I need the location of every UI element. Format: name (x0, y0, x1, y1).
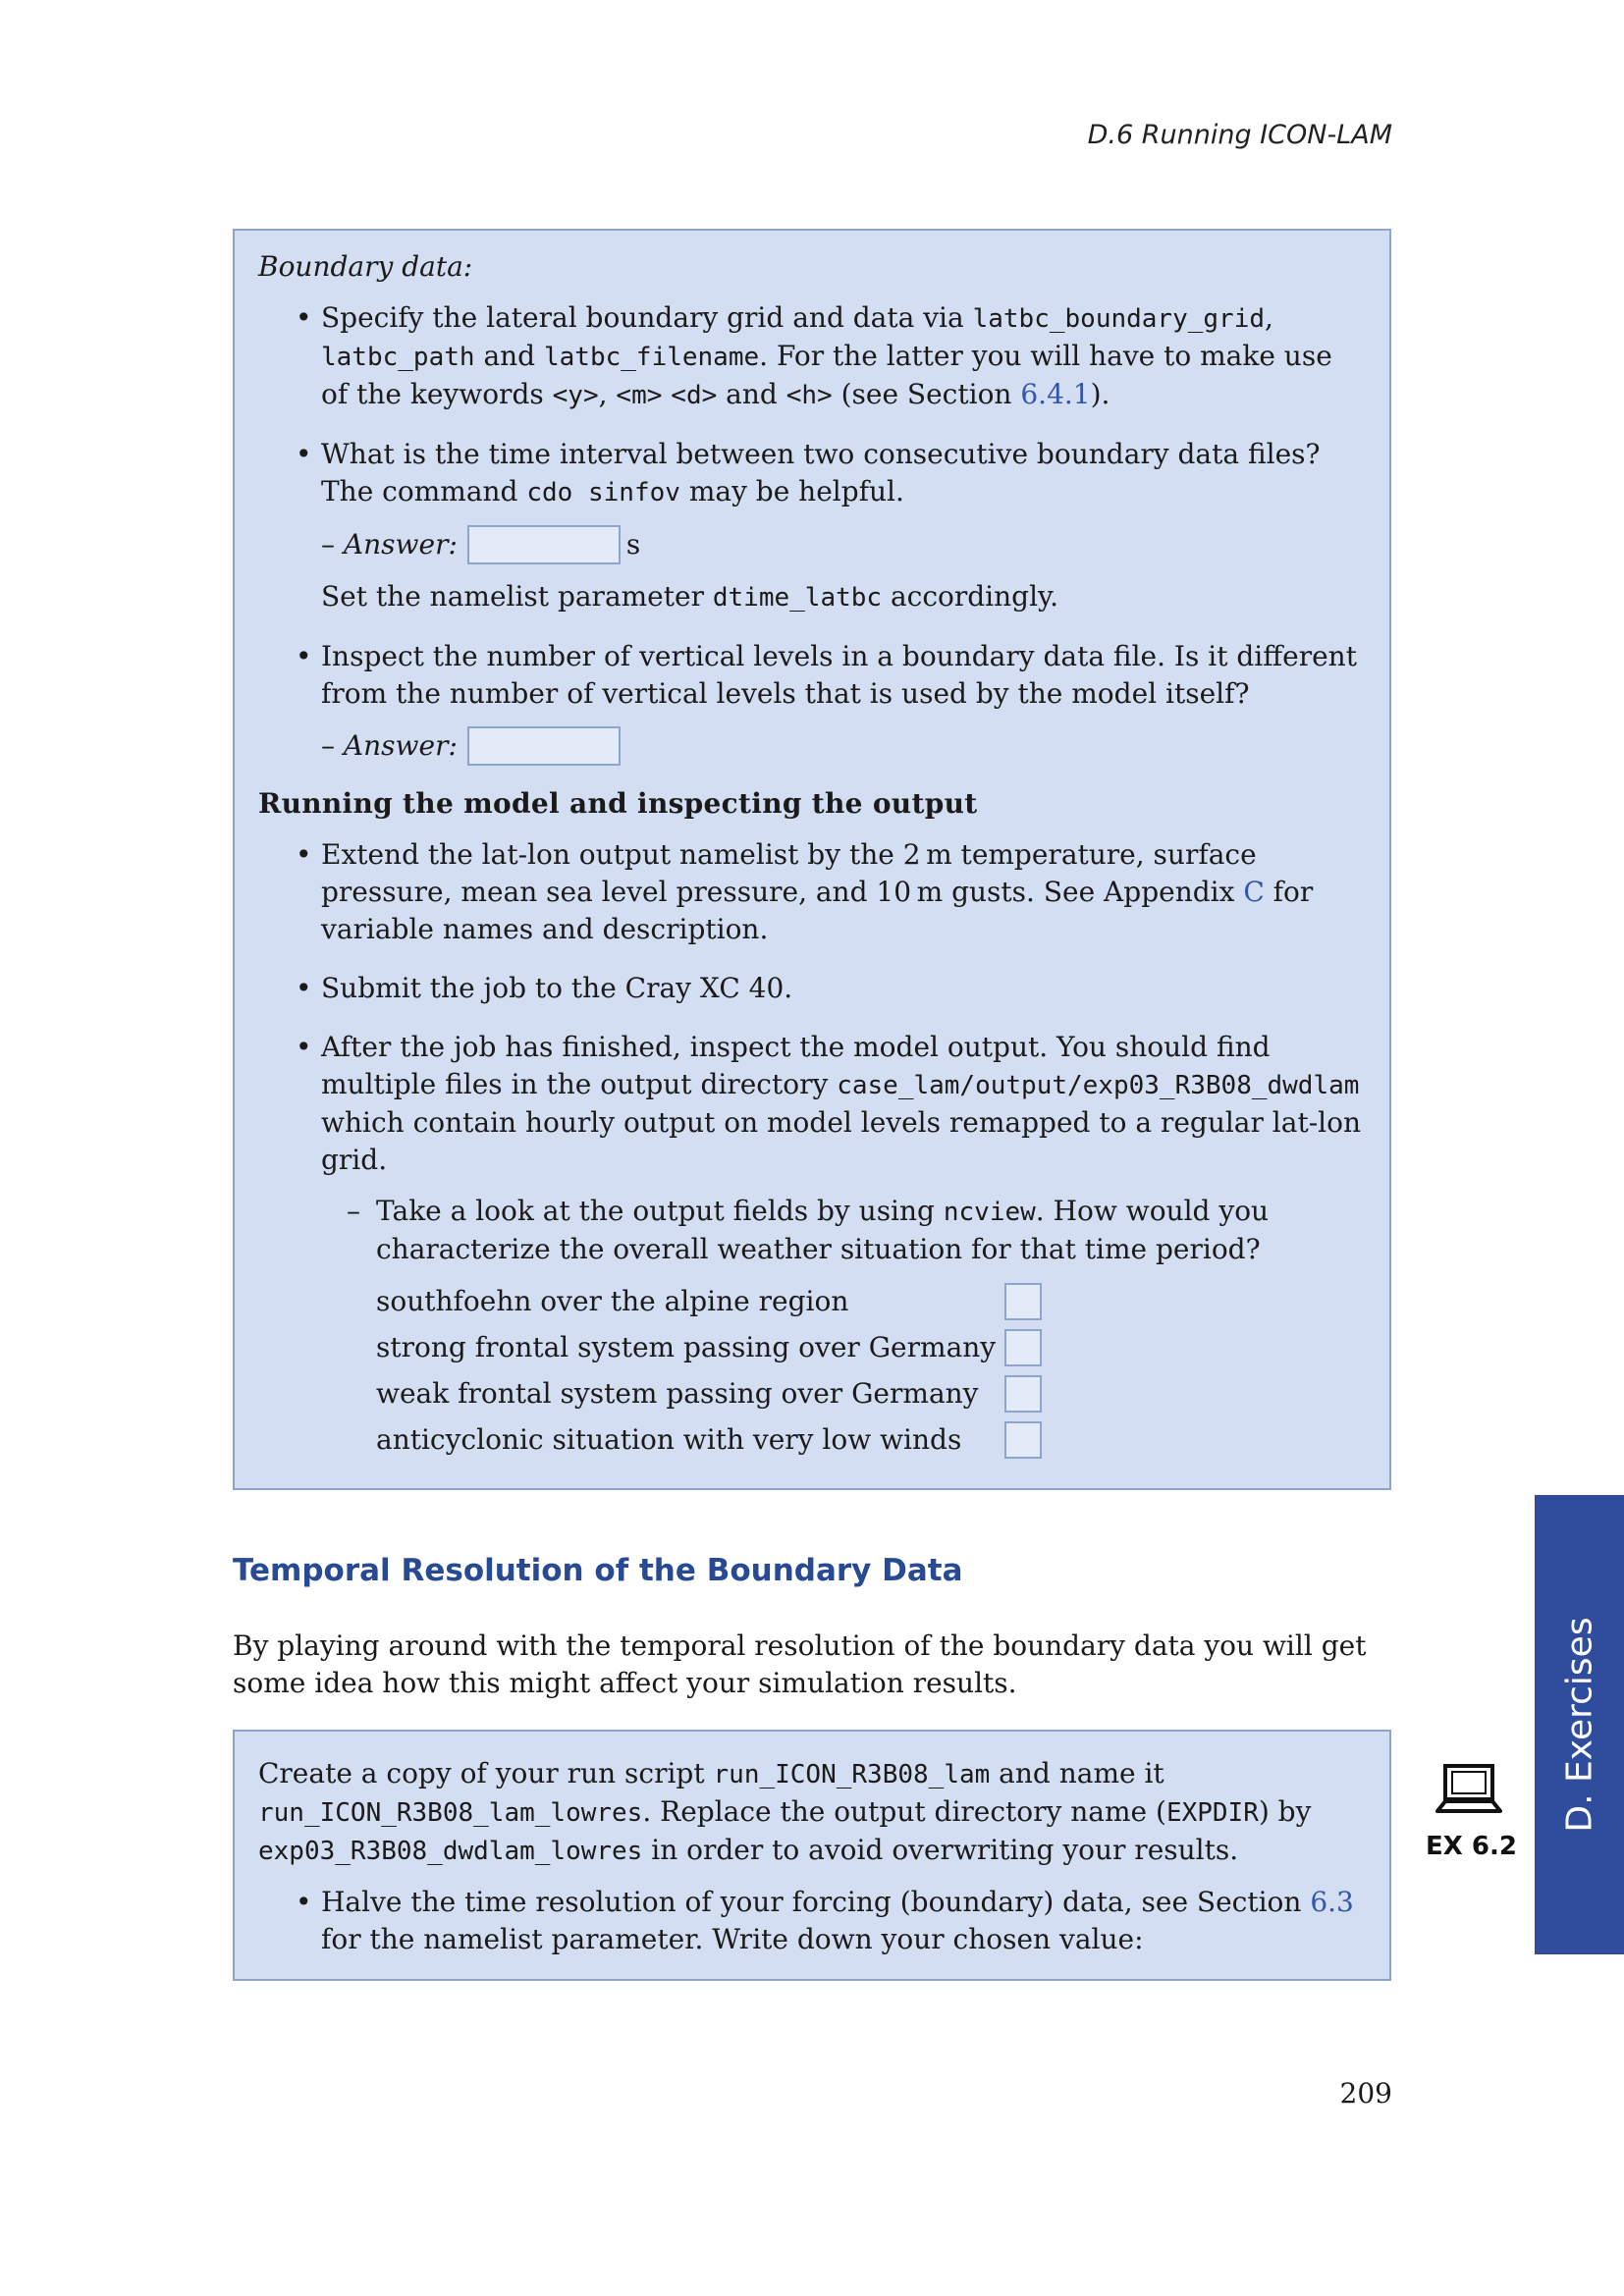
list-item: • What is the time interval between two consecutive boundary data files? The command cdo sinfov may be helpful. – Answer: s Set the namelist parameter dtime_latbc accordingly. (258, 436, 1366, 616)
checkbox-option-3[interactable] (1004, 1375, 1042, 1413)
answer-row: – Answer: s (321, 525, 1366, 564)
output-list (258, 836, 1366, 1463)
option-row: strong frontal system passing over Germany (376, 1324, 1366, 1370)
sub-question: – Take a look at the output fields by using ncview. How would you characterize the overall weather situation for that time period? (321, 1193, 1366, 1268)
lowres-list (258, 1884, 1366, 1958)
instruction-text: Create a copy of your run script run_ICON_R3B08_lam and name it run_ICON_R3B08_lam_lowres. Replace the output directory name (EXPDIR) by exp03_R3B08_dwdlam_lowres in order to avoid overwriting your results. (258, 1757, 1312, 1866)
section-heading: Running the model and inspecting the output (258, 787, 978, 820)
running-title: D.6 Running ICON-LAM (1087, 120, 1392, 150)
answer-input-levels[interactable] (467, 726, 621, 766)
exercise-label: EX 6.2 (1426, 1832, 1517, 1861)
list-item: • Submit the job to the Cray XC 40. (258, 970, 1366, 1007)
exercise-box-boundary (233, 229, 1391, 1490)
section-paragraph: By playing around with the temporal resolution of the boundary data you will get some idea how this might affect your simulation results. (233, 1629, 1367, 1699)
section-ref-link[interactable]: 6.4.1 (1020, 378, 1091, 410)
page-number: 209 (1339, 2077, 1392, 2109)
list-item: • Inspect the number of vertical levels in a boundary data file. Is it different from the number of vertical levels that is used by the model itself? – Answer: (258, 638, 1366, 766)
weather-options (376, 1278, 1366, 1463)
exercise-box-lowres (233, 1730, 1391, 1981)
laptop-icon (1435, 1762, 1502, 1819)
boundary-heading: Boundary data: (258, 250, 473, 283)
chapter-tab-label: D. Exercises (1559, 1617, 1599, 1833)
checkbox-option-4[interactable] (1004, 1421, 1042, 1459)
chapter-tab[interactable] (1535, 1495, 1624, 1954)
answer-row: – Answer: (321, 726, 1366, 766)
checkbox-option-1[interactable] (1004, 1283, 1042, 1320)
list-item: • Halve the time resolution of your forcing (boundary) data, see Section 6.3 for the namelist parameter. Write down your chosen value: (258, 1884, 1366, 1958)
section-title: Temporal Resolution of the Boundary Data (233, 1553, 963, 1588)
list-item: • Specify the lateral boundary grid and data via latbc_boundary_grid, latbc_path and latbc_filename. For the latter you will have to make use of the keywords <y>, <m> <d> and <h> (see Section 6.4.1). (258, 299, 1366, 414)
answer-input-interval[interactable] (467, 525, 621, 564)
unit-label: s (625, 528, 641, 561)
list-item: • After the job has finished, inspect the model output. You should find multiple files in the output directory case_lam/output/exp03_R3B08_dwdlam which contain hourly output on model levels remapped to a regular lat-lon grid. – Take a look at the output fields by using ncview. How would you characterize the overall weather situation for that time period? southfoehn over the alpine region strong frontal system passing over Germany weak frontal system passing over Germany anticyclonic situation with very low winds (258, 1029, 1366, 1463)
answer-label: Answer: (343, 729, 458, 762)
section-ref-link[interactable]: 6.3 (1310, 1886, 1354, 1918)
option-row: weak frontal system passing over Germany (376, 1370, 1366, 1416)
appendix-ref-link[interactable]: C (1243, 876, 1265, 908)
checkbox-option-2[interactable] (1004, 1329, 1042, 1366)
boundary-list (258, 299, 1366, 766)
list-item: • Extend the lat-lon output namelist by the 2 m temperature, surface pressure, mean sea level pressure, and 10 m gusts. See Appendix C for variable names and description. (258, 836, 1366, 948)
option-row: anticyclonic situation with very low winds (376, 1416, 1366, 1463)
option-row: southfoehn over the alpine region (376, 1278, 1366, 1324)
answer-label: Answer: (343, 528, 458, 561)
